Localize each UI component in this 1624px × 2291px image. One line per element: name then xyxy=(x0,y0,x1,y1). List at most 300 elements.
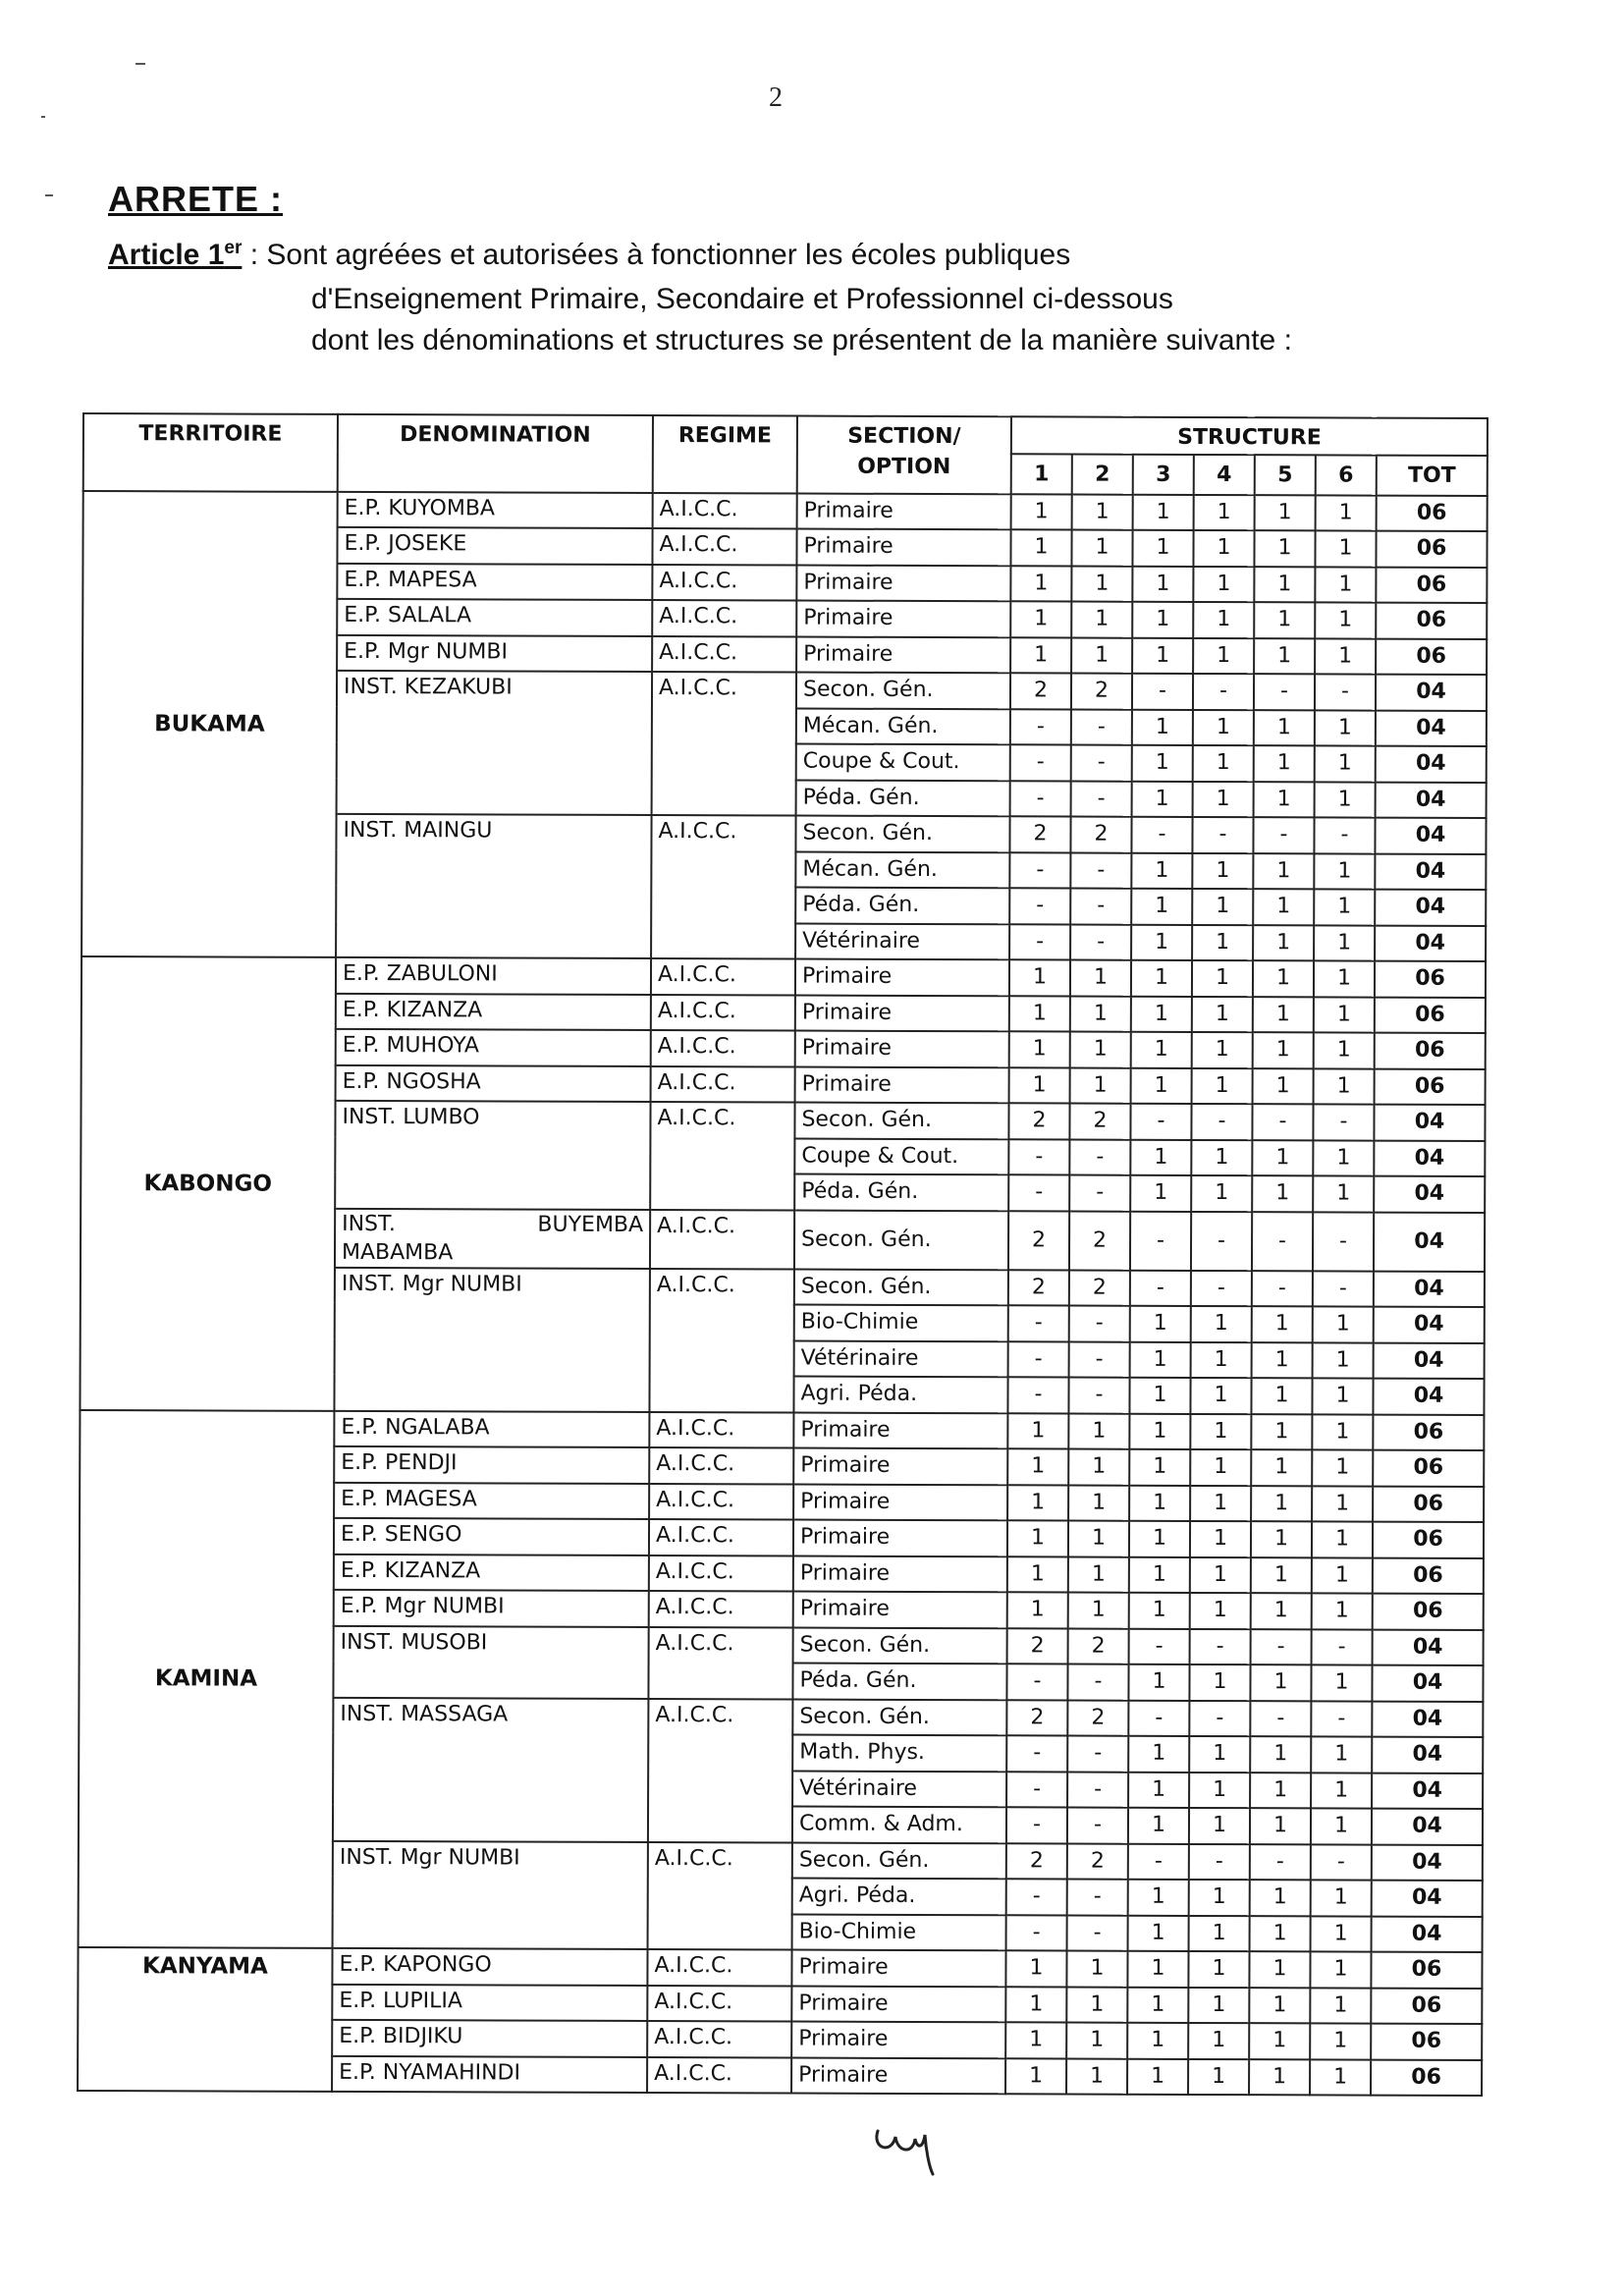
school-regime: A.I.C.C. xyxy=(648,1699,793,1843)
class-4-count: 1 xyxy=(1189,1808,1250,1844)
section-option: Secon. Gén. xyxy=(794,1269,1008,1305)
class-2-count: 1 xyxy=(1066,2023,1127,2059)
school-name-line-1 xyxy=(342,1209,643,1238)
class-1-count: 1 xyxy=(1007,1556,1068,1593)
class-4-count: 1 xyxy=(1193,530,1254,567)
total-count: 04 xyxy=(1372,1701,1483,1737)
class-2-count: 1 xyxy=(1070,960,1131,997)
class-3-count: - xyxy=(1129,1628,1190,1664)
section-option: Agri. Péda. xyxy=(792,1879,1006,1915)
class-4-count: 1 xyxy=(1192,960,1253,997)
class-1-count: 1 xyxy=(1005,2022,1066,2058)
class-1-count: - xyxy=(1007,1377,1068,1413)
class-3-count: - xyxy=(1131,817,1192,853)
class-1-count: 1 xyxy=(1007,1592,1068,1628)
school-name: E.P. KIZANZA xyxy=(336,993,651,1030)
class-5-count: 1 xyxy=(1252,1175,1313,1212)
class-3-count: 1 xyxy=(1128,1915,1189,1951)
section-option: Comm. & Adm. xyxy=(792,1807,1006,1843)
class-2-count: 1 xyxy=(1070,1067,1131,1104)
class-5-count: 1 xyxy=(1251,1593,1312,1629)
class-4-count: 1 xyxy=(1192,1032,1253,1068)
class-5-count: 1 xyxy=(1253,889,1314,925)
class-5-count: 1 xyxy=(1250,1808,1311,1844)
class-2-count: 1 xyxy=(1068,1593,1129,1629)
header-regime: REGIME xyxy=(653,415,797,493)
class-5-count: 1 xyxy=(1253,1068,1314,1105)
class-2-count: 1 xyxy=(1066,2058,1127,2095)
class-1-count: 2 xyxy=(1010,673,1071,709)
class-1-count: 1 xyxy=(1005,1987,1066,2023)
total-count: 04 xyxy=(1374,1342,1485,1379)
school-regime: A.I.C.C. xyxy=(652,600,796,636)
class-6-count: 1 xyxy=(1310,1988,1371,2024)
class-6-count: 1 xyxy=(1313,1342,1374,1379)
class-4-count: 1 xyxy=(1190,1556,1251,1593)
total-count: 04 xyxy=(1376,710,1487,746)
class-1-count: - xyxy=(1010,709,1071,745)
class-3-count: 1 xyxy=(1132,637,1193,674)
section-option: Primaire xyxy=(791,2057,1005,2094)
scan-mark xyxy=(41,116,45,118)
total-count: 04 xyxy=(1374,1271,1485,1307)
header-class-1: 1 xyxy=(1011,454,1072,494)
table-row xyxy=(81,956,1486,997)
class-1-count: 2 xyxy=(1009,816,1070,852)
class-2-count: 1 xyxy=(1071,602,1132,638)
class-6-count: 1 xyxy=(1310,2023,1371,2059)
class-1-count: - xyxy=(1010,781,1071,817)
class-2-count: - xyxy=(1069,1306,1130,1342)
class-4-count: - xyxy=(1191,1270,1252,1306)
total-count: 04 xyxy=(1372,1844,1483,1881)
class-2-count: - xyxy=(1069,1139,1130,1175)
class-3-count: 1 xyxy=(1132,566,1193,602)
section-option: Primaire xyxy=(793,1412,1007,1448)
class-5-count: - xyxy=(1254,674,1315,710)
class-6-count: 1 xyxy=(1316,495,1377,531)
class-1-count: 1 xyxy=(1005,1950,1066,1987)
class-6-count: 1 xyxy=(1312,1449,1373,1486)
class-2-count: - xyxy=(1071,745,1132,782)
class-2-count: 2 xyxy=(1069,1211,1130,1270)
class-6-count: - xyxy=(1311,1844,1372,1881)
class-6-count: - xyxy=(1312,1629,1373,1665)
class-6-count: 1 xyxy=(1315,638,1376,675)
class-4-count: 1 xyxy=(1190,1413,1251,1449)
school-regime: A.I.C.C. xyxy=(649,1269,794,1413)
class-1-count: 1 xyxy=(1007,1485,1068,1521)
class-1-count: - xyxy=(1008,1139,1069,1175)
total-count: 04 xyxy=(1372,1809,1483,1845)
header-tot: TOT xyxy=(1377,456,1488,496)
class-4-count: 1 xyxy=(1188,2023,1249,2059)
class-3-count: 1 xyxy=(1128,1880,1189,1916)
school-name: E.P. PENDJI xyxy=(334,1446,649,1484)
class-4-count: 1 xyxy=(1189,1880,1250,1916)
class-3-count: 1 xyxy=(1132,745,1193,782)
total-count: 06 xyxy=(1371,1988,1482,2024)
class-3-count: 1 xyxy=(1131,1032,1192,1068)
class-3-count: - xyxy=(1130,1270,1191,1306)
school-name: E.P. SENGO xyxy=(334,1518,649,1555)
school-name xyxy=(335,1208,650,1268)
class-3-count: - xyxy=(1130,1211,1191,1270)
class-3-count: 1 xyxy=(1131,924,1192,960)
class-4-count: 1 xyxy=(1191,1341,1252,1378)
class-2-count: - xyxy=(1071,781,1132,817)
class-4-count: - xyxy=(1189,1700,1250,1736)
class-6-count: 1 xyxy=(1314,960,1375,997)
section-option: Secon. Gén. xyxy=(792,1842,1006,1879)
class-6-count: 1 xyxy=(1311,1736,1372,1773)
section-option: Primaire xyxy=(791,1986,1005,2022)
class-6-count: 1 xyxy=(1312,1593,1373,1629)
class-4-count: 1 xyxy=(1192,889,1253,925)
class-4-count: 1 xyxy=(1192,924,1253,960)
school-name-line-2: MABAMBA xyxy=(341,1239,454,1265)
class-5-count: 1 xyxy=(1253,997,1314,1033)
class-2-count: 1 xyxy=(1071,566,1132,602)
total-count: 04 xyxy=(1376,782,1487,818)
school-name-word: INST. xyxy=(342,1211,396,1236)
class-6-count: 1 xyxy=(1312,1521,1373,1557)
class-4-count: 1 xyxy=(1192,996,1253,1032)
school-regime: A.I.C.C. xyxy=(648,1627,792,1700)
class-6-count: 1 xyxy=(1310,1951,1371,1988)
total-count: 04 xyxy=(1375,818,1486,854)
section-option: Primaire xyxy=(793,1448,1007,1485)
class-5-count: 1 xyxy=(1253,853,1314,890)
total-count: 04 xyxy=(1372,1773,1483,1809)
class-5-count: - xyxy=(1251,1629,1312,1665)
header-territoire: TERRITOIRE xyxy=(83,413,338,491)
total-count: 04 xyxy=(1376,675,1487,711)
class-6-count: 1 xyxy=(1311,1808,1372,1844)
class-5-count: 1 xyxy=(1251,1557,1312,1594)
class-3-count: - xyxy=(1132,674,1193,710)
total-count: 06 xyxy=(1371,1952,1482,1989)
school-name: INST. LUMBO xyxy=(335,1101,650,1210)
class-1-count: 1 xyxy=(1010,637,1071,674)
class-6-count: 1 xyxy=(1312,1378,1373,1414)
class-5-count: 1 xyxy=(1255,495,1316,531)
class-1-count: - xyxy=(1006,1807,1067,1843)
school-name: E.P. KAPONGO xyxy=(332,1948,647,1986)
section-option: Secon. Gén. xyxy=(794,1210,1008,1270)
class-3-count: 1 xyxy=(1132,530,1193,567)
school-name: E.P. MAGESA xyxy=(334,1482,649,1519)
total-count: 06 xyxy=(1376,567,1487,603)
total-count: 06 xyxy=(1373,1594,1484,1630)
school-regime: A.I.C.C. xyxy=(652,672,797,816)
class-2-count: 2 xyxy=(1068,1628,1129,1664)
school-name: E.P. MUHOYA xyxy=(336,1029,651,1066)
section-option: Vétérinaire xyxy=(795,923,1009,959)
section-option: Primaire xyxy=(795,995,1009,1031)
total-count: 06 xyxy=(1373,1414,1484,1450)
class-3-count: 1 xyxy=(1129,1556,1190,1593)
section-option: Math. Phys. xyxy=(792,1735,1006,1772)
class-6-count: 1 xyxy=(1314,1068,1375,1105)
class-5-count: 1 xyxy=(1250,1736,1311,1773)
total-count: 04 xyxy=(1372,1881,1483,1917)
class-5-count: 1 xyxy=(1252,1342,1313,1379)
class-5-count: 1 xyxy=(1249,1951,1310,1988)
class-5-count: 1 xyxy=(1253,1032,1314,1068)
class-3-count: 1 xyxy=(1132,602,1193,638)
class-3-count: 1 xyxy=(1129,1378,1190,1414)
section-option: Primaire xyxy=(793,1520,1007,1556)
class-4-count: 1 xyxy=(1193,745,1254,782)
class-4-count: 1 xyxy=(1190,1521,1251,1557)
section-option: Coupe & Cout. xyxy=(794,1138,1008,1174)
class-4-count: 1 xyxy=(1191,1139,1252,1175)
table-body xyxy=(78,491,1488,2096)
class-3-count: 1 xyxy=(1130,1175,1191,1212)
class-3-count: 1 xyxy=(1133,494,1194,530)
class-3-count: 1 xyxy=(1127,1951,1188,1988)
class-5-count: 1 xyxy=(1251,1414,1312,1450)
class-2-count: 1 xyxy=(1068,1413,1129,1449)
class-5-count: 1 xyxy=(1249,1988,1310,2024)
class-3-count: 1 xyxy=(1129,1593,1190,1629)
class-5-count: - xyxy=(1252,1212,1313,1271)
signature-mark xyxy=(870,2109,958,2178)
section-option: Mécan. Gén. xyxy=(795,851,1009,888)
class-4-count: - xyxy=(1191,1104,1252,1140)
class-2-count: - xyxy=(1067,1808,1128,1844)
class-1-count: 2 xyxy=(1008,1103,1069,1139)
class-1-count: - xyxy=(1006,1772,1067,1808)
class-3-count: 1 xyxy=(1130,1306,1191,1342)
class-3-count: 1 xyxy=(1127,2058,1188,2095)
section-option: Agri. Péda. xyxy=(793,1377,1007,1413)
class-5-count: 1 xyxy=(1254,782,1315,818)
section-option: Péda. Gén. xyxy=(795,888,1009,924)
class-4-count: 1 xyxy=(1190,1449,1251,1486)
school-regime: A.I.C.C. xyxy=(647,1949,791,1986)
school-name: E.P. NGOSHA xyxy=(336,1064,651,1102)
class-1-count: 1 xyxy=(1009,996,1070,1032)
total-count: 06 xyxy=(1371,2024,1482,2060)
class-4-count: 1 xyxy=(1190,1485,1251,1521)
section-option: Primaire xyxy=(796,565,1010,601)
total-count: 06 xyxy=(1376,531,1487,568)
section-option: Primaire xyxy=(795,1031,1009,1067)
class-3-count: 1 xyxy=(1132,709,1193,745)
class-4-count: 1 xyxy=(1193,602,1254,638)
class-3-count: - xyxy=(1130,1104,1191,1140)
article-label-sup: er xyxy=(224,238,243,258)
class-2-count: 2 xyxy=(1067,1700,1128,1736)
class-3-count: 1 xyxy=(1130,1139,1191,1175)
class-5-count: - xyxy=(1250,1701,1311,1737)
school-name: E.P. BIDJIKU xyxy=(332,2020,647,2057)
section-option: Primaire xyxy=(791,1950,1005,1987)
class-4-count: 1 xyxy=(1191,1175,1252,1212)
class-5-count: 1 xyxy=(1249,2023,1310,2059)
total-count: 04 xyxy=(1375,853,1486,890)
section-option: Primaire xyxy=(793,1555,1007,1592)
class-2-count: - xyxy=(1070,924,1131,960)
class-1-count: 1 xyxy=(1009,959,1070,996)
total-count: 06 xyxy=(1376,603,1487,639)
class-3-count: 1 xyxy=(1128,1664,1189,1701)
total-count: 06 xyxy=(1377,495,1488,531)
school-regime: A.I.C.C. xyxy=(651,958,795,995)
article-label-text: Article 1 xyxy=(108,239,225,271)
section-option: Péda. Gén. xyxy=(792,1664,1006,1700)
header-class-3: 3 xyxy=(1133,455,1194,495)
section-option: Primaire xyxy=(791,2022,1005,2058)
total-count: 04 xyxy=(1374,1140,1485,1176)
school-name: E.P. KUYOMBA xyxy=(338,491,653,528)
class-2-count: - xyxy=(1068,1378,1129,1414)
class-3-count: 1 xyxy=(1128,1808,1189,1844)
school-regime: A.I.C.C. xyxy=(650,1102,794,1210)
class-4-count: 1 xyxy=(1188,1951,1249,1988)
header-denomination: DENOMINATION xyxy=(338,414,653,493)
section-option: Vétérinaire xyxy=(794,1340,1008,1377)
total-count: 06 xyxy=(1375,997,1486,1033)
class-1-count: 2 xyxy=(1008,1211,1069,1270)
total-count: 06 xyxy=(1375,1068,1486,1105)
class-6-count: - xyxy=(1314,817,1375,853)
class-2-count: - xyxy=(1067,1915,1128,1951)
class-1-count: 2 xyxy=(1008,1270,1069,1306)
total-count: 04 xyxy=(1372,1916,1483,1952)
class-3-count: 1 xyxy=(1131,960,1192,997)
section-option: Secon. Gén. xyxy=(793,1627,1007,1664)
class-3-count: 1 xyxy=(1130,1341,1191,1378)
total-count: 04 xyxy=(1375,890,1486,926)
class-3-count: 1 xyxy=(1132,781,1193,817)
class-5-count: 1 xyxy=(1253,960,1314,997)
class-2-count: 1 xyxy=(1070,1032,1131,1068)
class-6-count: 1 xyxy=(1315,602,1376,638)
section-option: Péda. Gén. xyxy=(794,1174,1008,1211)
class-6-count: 1 xyxy=(1314,853,1375,890)
class-4-count: 1 xyxy=(1190,1593,1251,1629)
class-6-count: - xyxy=(1311,1701,1372,1737)
scan-mark xyxy=(45,194,53,196)
article-text-line-2: d'Enseignement Primaire, Secondaire et Professionnel ci-dessous xyxy=(311,283,1173,315)
section-option: Vétérinaire xyxy=(792,1771,1006,1807)
class-3-count: - xyxy=(1128,1700,1189,1736)
class-4-count: 1 xyxy=(1189,1664,1250,1701)
header-class-5: 5 xyxy=(1255,455,1316,495)
section-option: Primaire xyxy=(795,1066,1009,1103)
class-4-count: - xyxy=(1192,817,1253,853)
class-5-count: 1 xyxy=(1254,567,1315,603)
class-3-count: 1 xyxy=(1127,1987,1188,2023)
school-name: E.P. LUPILIA xyxy=(332,1984,647,2021)
total-count: 04 xyxy=(1374,1176,1485,1213)
class-4-count: - xyxy=(1189,1843,1250,1880)
class-1-count: 2 xyxy=(1007,1628,1068,1664)
class-6-count: - xyxy=(1313,1271,1374,1307)
class-4-count: 1 xyxy=(1190,1378,1251,1414)
class-6-count: - xyxy=(1313,1104,1374,1140)
section-option: Bio-Chimie xyxy=(792,1914,1006,1950)
school-regime: A.I.C.C. xyxy=(650,1210,794,1270)
class-6-count: 1 xyxy=(1312,1557,1373,1594)
class-2-count: 1 xyxy=(1068,1449,1129,1486)
total-count: 04 xyxy=(1375,925,1486,961)
total-count: 06 xyxy=(1373,1450,1484,1487)
school-regime: A.I.C.C. xyxy=(647,1986,791,2022)
table-row xyxy=(83,491,1488,531)
school-name: INST. Mgr NUMBI xyxy=(334,1267,650,1411)
territory-name: BUKAMA xyxy=(81,491,338,957)
class-5-count: 1 xyxy=(1252,1306,1313,1342)
class-5-count: - xyxy=(1253,817,1314,853)
class-1-count: 1 xyxy=(1010,601,1071,637)
class-5-count: 1 xyxy=(1250,1880,1311,1916)
class-5-count: 1 xyxy=(1251,1521,1312,1557)
class-5-count: 1 xyxy=(1254,602,1315,638)
class-6-count: 1 xyxy=(1313,1175,1374,1212)
class-1-count: 1 xyxy=(1011,494,1072,530)
section-option: Primaire xyxy=(796,636,1010,673)
class-1-count: 1 xyxy=(1009,1031,1070,1067)
school-name: INST. MUSOBI xyxy=(333,1625,648,1698)
section-option: Mécan. Gén. xyxy=(796,708,1010,744)
header-class-2: 2 xyxy=(1072,455,1133,495)
territory-name: KAMINA xyxy=(79,1409,335,1947)
school-name: E.P. Mgr NUMBI xyxy=(337,634,652,672)
class-6-count: 1 xyxy=(1315,567,1376,603)
class-4-count: 1 xyxy=(1193,709,1254,745)
class-2-count: 1 xyxy=(1068,1556,1129,1593)
class-1-count: 2 xyxy=(1006,1700,1067,1736)
class-6-count: - xyxy=(1313,1212,1374,1271)
total-count: 04 xyxy=(1374,1105,1485,1141)
school-regime: A.I.C.C. xyxy=(649,1447,793,1484)
class-4-count: 1 xyxy=(1191,1306,1252,1342)
class-4-count: - xyxy=(1193,674,1254,710)
class-2-count: - xyxy=(1067,1880,1128,1916)
class-2-count: 1 xyxy=(1071,530,1132,567)
class-2-count: - xyxy=(1067,1736,1128,1773)
school-name: INST. MASSAGA xyxy=(333,1697,649,1841)
class-3-count: 1 xyxy=(1129,1413,1190,1449)
school-name: E.P. Mgr NUMBI xyxy=(334,1590,649,1627)
section-option: Coupe & Cout. xyxy=(796,744,1010,781)
class-3-count: 1 xyxy=(1129,1521,1190,1557)
school-regime: A.I.C.C. xyxy=(649,1484,793,1520)
total-count: 04 xyxy=(1373,1379,1484,1415)
class-6-count: 1 xyxy=(1312,1486,1373,1522)
class-3-count: 1 xyxy=(1131,889,1192,925)
school-name: E.P. ZABULONI xyxy=(336,957,651,995)
section-option: Secon. Gén. xyxy=(792,1699,1006,1735)
section-option: Primaire xyxy=(793,1592,1007,1628)
class-2-count: - xyxy=(1069,1175,1130,1212)
class-5-count: 1 xyxy=(1254,710,1315,746)
class-3-count: 1 xyxy=(1129,1485,1190,1521)
schools-structure-table xyxy=(77,412,1489,2097)
class-4-count: 1 xyxy=(1192,852,1253,889)
class-6-count: 1 xyxy=(1313,1140,1374,1176)
class-2-count: - xyxy=(1067,1664,1128,1701)
school-regime: A.I.C.C. xyxy=(652,528,796,565)
section-option: Secon. Gén. xyxy=(796,673,1010,709)
total-count: 06 xyxy=(1375,961,1486,998)
school-regime: A.I.C.C. xyxy=(649,1519,793,1555)
class-3-count: - xyxy=(1128,1843,1189,1880)
